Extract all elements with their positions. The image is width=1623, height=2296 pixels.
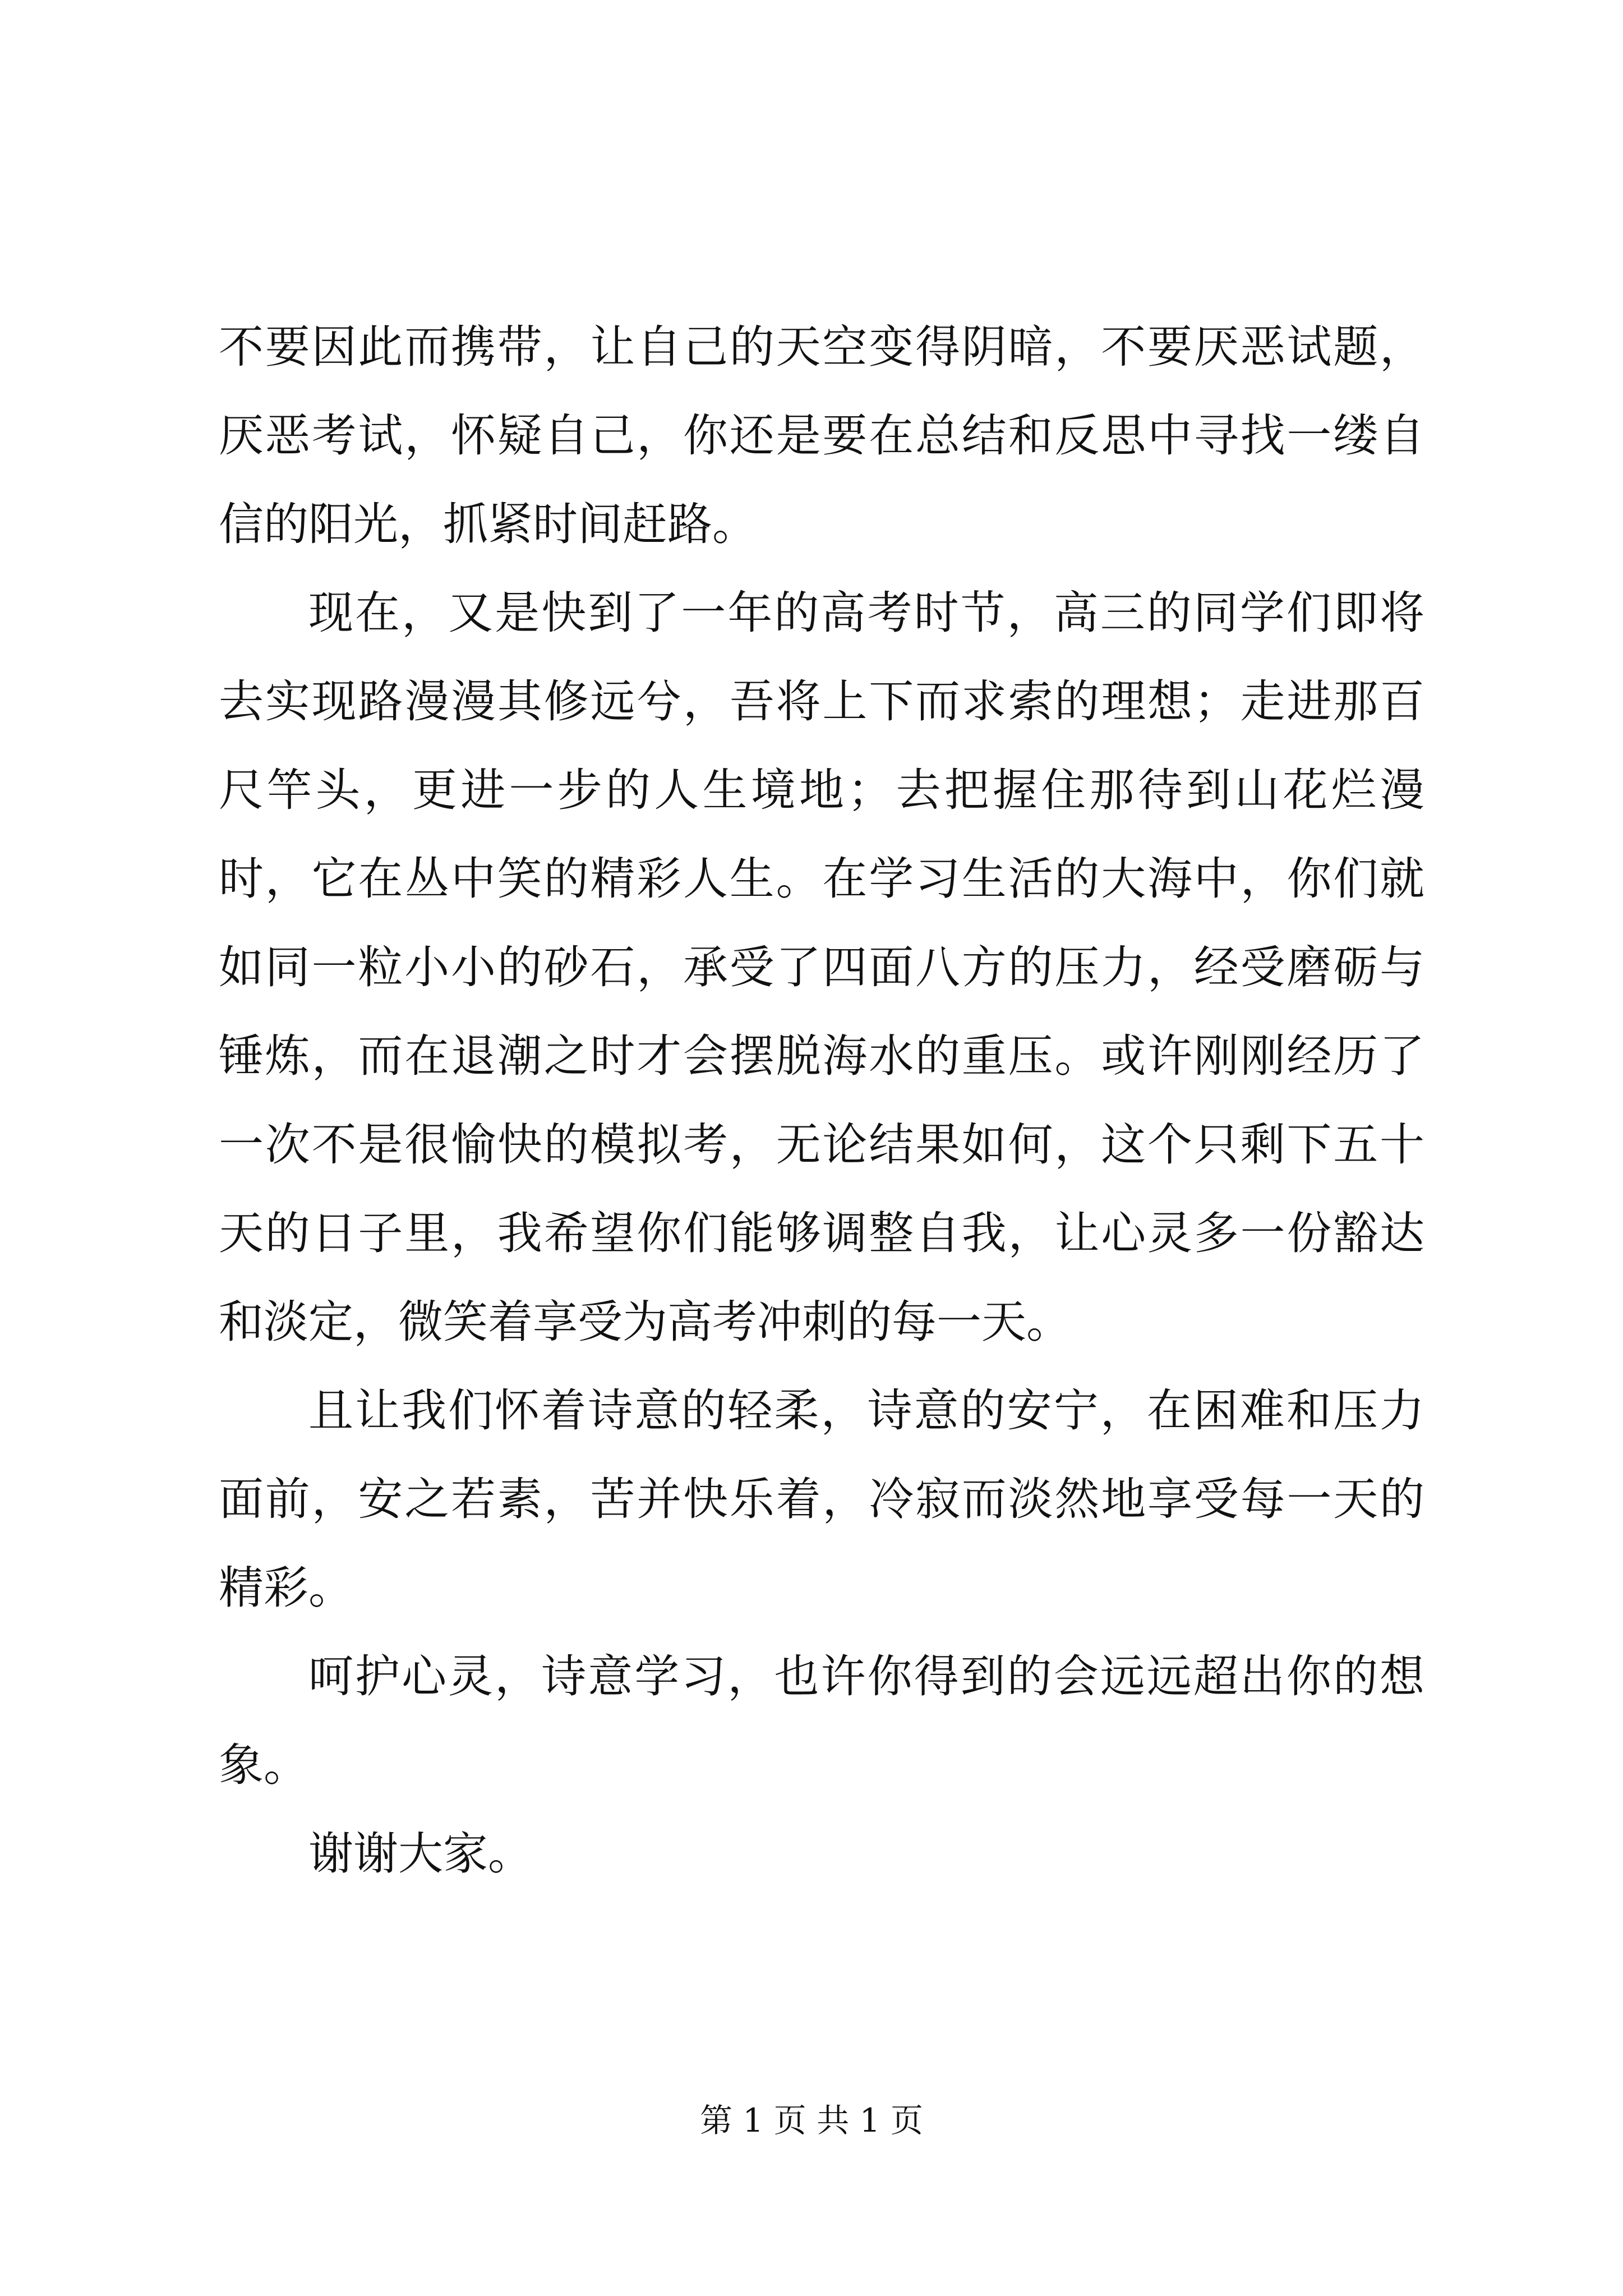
document-body	[219, 303, 1424, 1898]
page-footer: 第 1 页 共 1 页	[700, 2101, 923, 2139]
paragraph-continuation: 不要因此而携带，让自己的天空变得阴暗，不要厌恶试题，厌恶考试，怀疑自己，你还是要在总结和反思中寻找一缕自信的阳光，抓紧时间赶路。	[219, 321, 1424, 550]
paragraph-thanks: 谢谢大家。	[308, 1828, 533, 1880]
paragraph-care-for-heart: 呵护心灵，诗意学习，也许你得到的会远远超出你的想象。	[219, 1650, 1424, 1791]
paragraph-exam-season: 现在，又是快到了一年的高考时节，高三的同学们即将去实现路漫漫其修远兮，吾将上下而求索的理想；走进那百尺竿头，更进一步的人生境地；去把握住那待到山花烂漫时，它在丛中笑的精彩人生。在学习生活的大海中，你们就如同一粒小小的砂石，承受了四面八方的压力，经受磨砺与锤炼，而在退潮之时才会摆脱海水的重压。或许刚刚经历了一次不是很愉快的模拟考，无论结果如何，这个只剩下五十天的日子里，我希望你们能够调整自我，让心灵多一份豁达和淡定，微笑着享受为高考冲刺的每一天。	[219, 587, 1424, 1348]
paragraph-poetic-calm: 且让我们怀着诗意的轻柔，诗意的安宁，在困难和压力面前，安之若素，苦并快乐着，冷寂而淡然地享受每一天的精彩。	[219, 1384, 1424, 1614]
